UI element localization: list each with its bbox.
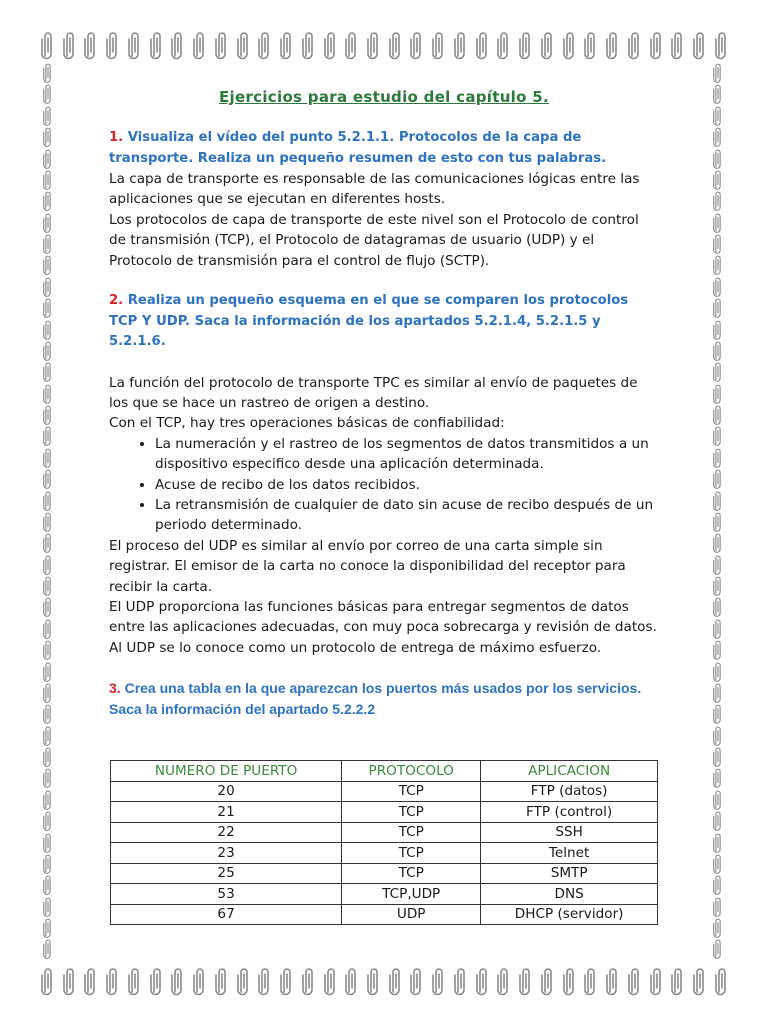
paperclip-icon [170, 966, 186, 996]
paperclip-icon [40, 789, 56, 810]
list-item: • Acuse de recibo de los datos recibidos. [155, 475, 659, 495]
table-row [111, 781, 658, 802]
list-item: • La retransmisión de cualquier de dato sin acuse de recibo después de un periodo determinado. [155, 495, 659, 536]
paperclip-icon [670, 30, 686, 60]
paperclip-icon [649, 966, 665, 996]
paperclip-icon [366, 966, 382, 996]
paperclip-icon [62, 30, 78, 60]
paperclip-icon [409, 966, 425, 996]
answer-2-paragraph: La función del protocolo de transporte TPC es similar al envío de paquetes de los que se hace un rastreo de origen a destino. [109, 374, 638, 411]
paperclip-icon [518, 30, 534, 60]
paperclip-icon [40, 297, 56, 318]
paperclip-icon [236, 30, 252, 60]
paperclip-icon [710, 532, 726, 553]
table-cell: DHCP (servidor) [481, 904, 658, 925]
paperclip-icon [214, 30, 230, 60]
paperclip-icon [40, 511, 56, 532]
paperclip-icon [40, 190, 56, 211]
paperclip-icon [710, 62, 726, 83]
document-body [109, 88, 659, 719]
paperclip-icon [40, 404, 56, 425]
table-row [111, 843, 658, 864]
paperclip-icon [710, 83, 726, 104]
table-cell: SSH [481, 822, 658, 843]
paperclip-icon [710, 661, 726, 682]
table-row [111, 904, 658, 925]
paperclip-icon [710, 682, 726, 703]
paperclip-icon [40, 896, 56, 917]
paperclip-icon [710, 554, 726, 575]
paperclip-icon [710, 468, 726, 489]
ports-table [110, 760, 658, 925]
paperclip-border-right [710, 62, 726, 960]
paperclip-border-bottom [40, 966, 730, 996]
paperclip-icon [257, 966, 273, 996]
paperclip-icon [40, 126, 56, 147]
paperclip-icon [710, 853, 726, 874]
column-header-port: NUMERO DE PUERTO [111, 761, 342, 782]
paperclip-icon [40, 938, 56, 959]
paperclip-icon [279, 966, 295, 996]
paperclip-icon [40, 319, 56, 340]
paperclip-icon [40, 447, 56, 468]
paperclip-icon [40, 853, 56, 874]
paperclip-icon [40, 212, 56, 233]
paperclip-icon [40, 468, 56, 489]
paperclip-icon [214, 966, 230, 996]
paperclip-icon [562, 966, 578, 996]
paperclip-icon [710, 233, 726, 254]
answer-1-paragraph: La capa de transporte es responsable de las comunicaciones lógicas entre las aplicaciones que se ejecutan en diferentes hosts. [109, 171, 640, 208]
paperclip-icon [710, 340, 726, 361]
paperclip-icon [562, 30, 578, 60]
paperclip-icon [710, 254, 726, 275]
paperclip-icon [710, 810, 726, 831]
paperclip-icon [236, 966, 252, 996]
table-cell: 21 [111, 802, 342, 823]
paperclip-icon [40, 276, 56, 297]
paperclip-icon [583, 966, 599, 996]
paperclip-icon [40, 532, 56, 553]
paperclip-icon [40, 83, 56, 104]
paperclip-icon [127, 30, 143, 60]
table-cell: TCP [342, 802, 481, 823]
table-cell: Telnet [481, 843, 658, 864]
paperclip-icon [475, 30, 491, 60]
paperclip-icon [301, 966, 317, 996]
question-3-text: Crea una tabla en la que aparezcan los puertos más usados por los servicios. Saca la información del apartado 5.2.2.2 [109, 680, 642, 717]
table-cell: SMTP [481, 863, 658, 884]
paperclip-icon [710, 746, 726, 767]
paperclip-icon [192, 30, 208, 60]
question-2 [109, 291, 659, 353]
table-cell: 67 [111, 904, 342, 925]
question-2-text: Realiza un pequeño esquema en el que se comparen los protocolos TCP Y UDP. Saca la información de los apartados 5.2.1.4, 5.2.1.5 y 5.2.1.6. [109, 293, 629, 350]
paperclip-icon [409, 30, 425, 60]
question-1-number: 1. [109, 130, 124, 145]
answer-2-paragraph: El proceso del UDP es similar al envío por correo de una carta simple sin registrar. El emisor de la carta no conoce la disponibilidad del receptor para recibir la carta. [109, 537, 626, 595]
paperclip-icon [710, 789, 726, 810]
paperclip-icon [453, 966, 469, 996]
paperclip-icon [710, 212, 726, 233]
table-cell: TCP [342, 843, 481, 864]
paperclip-icon [301, 30, 317, 60]
paperclip-icon [710, 425, 726, 446]
paperclip-icon [710, 490, 726, 511]
table-cell: UDP [342, 904, 481, 925]
paperclip-icon [170, 30, 186, 60]
column-header-application: APLICACION [481, 761, 658, 782]
paperclip-icon [40, 618, 56, 639]
paperclip-icon [40, 810, 56, 831]
paperclip-icon [40, 682, 56, 703]
paperclip-icon [710, 832, 726, 853]
paperclip-icon [692, 966, 708, 996]
paperclip-icon [627, 966, 643, 996]
paperclip-icon [40, 383, 56, 404]
paperclip-icon [40, 30, 56, 60]
paperclip-icon [40, 148, 56, 169]
paperclip-icon [40, 725, 56, 746]
column-header-protocol: PROTOCOLO [342, 761, 481, 782]
paperclip-icon [710, 725, 726, 746]
paperclip-icon [710, 126, 726, 147]
paperclip-icon [714, 30, 730, 60]
paperclip-icon [62, 966, 78, 996]
table-row [111, 863, 658, 884]
table-cell: 23 [111, 843, 342, 864]
paperclip-icon [710, 105, 726, 126]
answer-2-paragraph: Con el TCP, hay tres operaciones básicas de confiabilidad: [109, 415, 505, 432]
paperclip-icon [127, 966, 143, 996]
table-cell: 20 [111, 781, 342, 802]
paperclip-icon [710, 917, 726, 938]
answer-1-paragraph: Los protocolos de capa de transporte de este nivel son el Protocolo de control de transmisión (TCP), el Protocolo de datagramas de usuario (UDP) y el Protocolo de transmisión para el control de flujo (SCTP). [109, 211, 639, 269]
paperclip-icon [540, 966, 556, 996]
paperclip-icon [40, 746, 56, 767]
paperclip-icon [710, 169, 726, 190]
question-3-number: 3. [109, 680, 121, 697]
paperclip-icon [40, 917, 56, 938]
paperclip-icon [40, 490, 56, 511]
paperclip-icon [323, 30, 339, 60]
paperclip-icon [40, 361, 56, 382]
paperclip-icon [40, 703, 56, 724]
paperclip-icon [105, 966, 121, 996]
paperclip-icon [710, 361, 726, 382]
paperclip-icon [366, 30, 382, 60]
paperclip-icon [40, 425, 56, 446]
question-1 [109, 128, 659, 169]
paperclip-icon [649, 30, 665, 60]
table-cell: TCP [342, 822, 481, 843]
table-cell: 25 [111, 863, 342, 884]
paperclip-icon [540, 30, 556, 60]
table-cell: 22 [111, 822, 342, 843]
paperclip-icon [496, 30, 512, 60]
paperclip-icon [710, 639, 726, 660]
paperclip-icon [40, 966, 56, 996]
table-cell: TCP,UDP [342, 884, 481, 905]
paperclip-icon [344, 30, 360, 60]
paperclip-icon [710, 575, 726, 596]
table-row [111, 822, 658, 843]
paperclip-icon [83, 30, 99, 60]
paperclip-icon [40, 874, 56, 895]
paperclip-icon [40, 575, 56, 596]
paperclip-icon [710, 874, 726, 895]
page-title: Ejercicios para estudio del capítulo 5. [219, 88, 549, 106]
paperclip-border-top [40, 30, 730, 60]
table-header-row [111, 761, 658, 782]
paperclip-icon [670, 966, 686, 996]
table-cell: FTP (datos) [481, 781, 658, 802]
paperclip-icon [40, 554, 56, 575]
paperclip-icon [83, 966, 99, 996]
paperclip-icon [323, 966, 339, 996]
paperclip-icon [627, 30, 643, 60]
paperclip-icon [710, 276, 726, 297]
paperclip-icon [605, 966, 621, 996]
paperclip-icon [192, 966, 208, 996]
reliability-list [109, 434, 659, 536]
list-item: • La numeración y el rastreo de los segmentos de datos transmitidos a un dispositivo especifico desde una aplicación determinada. [155, 434, 659, 475]
paperclip-icon [605, 30, 621, 60]
paperclip-icon [710, 404, 726, 425]
paperclip-border-left [40, 62, 56, 960]
paperclip-icon [431, 30, 447, 60]
answer-2-paragraph: El UDP proporciona las funciones básicas para entregar segmentos de datos entre las aplicaciones adecuadas, con muy poca sobrecarga y revisión de datos. Al UDP se lo conoce como un protocolo de entrega de máximo esfuerzo. [109, 599, 657, 656]
paperclip-icon [40, 233, 56, 254]
table-cell: FTP (control) [481, 802, 658, 823]
paperclip-icon [40, 340, 56, 361]
paperclip-icon [710, 383, 726, 404]
paperclip-icon [40, 254, 56, 275]
paperclip-icon [710, 938, 726, 959]
paperclip-icon [518, 966, 534, 996]
paperclip-icon [710, 511, 726, 532]
paperclip-icon [710, 596, 726, 617]
paperclip-icon [40, 596, 56, 617]
paperclip-icon [344, 966, 360, 996]
paperclip-icon [475, 966, 491, 996]
paperclip-icon [583, 30, 599, 60]
table-cell: 53 [111, 884, 342, 905]
paperclip-icon [710, 148, 726, 169]
paperclip-icon [40, 832, 56, 853]
table-row [111, 802, 658, 823]
table-cell: TCP [342, 781, 481, 802]
paperclip-icon [710, 447, 726, 468]
table-cell: DNS [481, 884, 658, 905]
paperclip-icon [388, 966, 404, 996]
paperclip-icon [710, 190, 726, 211]
paperclip-icon [40, 62, 56, 83]
paperclip-icon [40, 639, 56, 660]
paperclip-icon [279, 30, 295, 60]
paperclip-icon [714, 966, 730, 996]
paperclip-icon [692, 30, 708, 60]
question-1-text: Visualiza el vídeo del punto 5.2.1.1. Protocolos de la capa de transporte. Realiza un pequeño resumen de esto con tus palabras. [109, 130, 607, 166]
paperclip-icon [40, 767, 56, 788]
paperclip-icon [431, 966, 447, 996]
paperclip-icon [40, 105, 56, 126]
paperclip-icon [149, 30, 165, 60]
paperclip-icon [710, 703, 726, 724]
paperclip-icon [710, 896, 726, 917]
paperclip-icon [388, 30, 404, 60]
table-cell: TCP [342, 863, 481, 884]
question-3 [109, 678, 659, 719]
paperclip-icon [496, 966, 512, 996]
paperclip-icon [40, 661, 56, 682]
paperclip-icon [710, 618, 726, 639]
question-2-number: 2. [109, 293, 124, 309]
paperclip-icon [710, 767, 726, 788]
table-row [111, 884, 658, 905]
paperclip-icon [453, 30, 469, 60]
paperclip-icon [105, 30, 121, 60]
paperclip-icon [710, 319, 726, 340]
paperclip-icon [149, 966, 165, 996]
paperclip-icon [710, 297, 726, 318]
paperclip-icon [40, 169, 56, 190]
paperclip-icon [257, 30, 273, 60]
